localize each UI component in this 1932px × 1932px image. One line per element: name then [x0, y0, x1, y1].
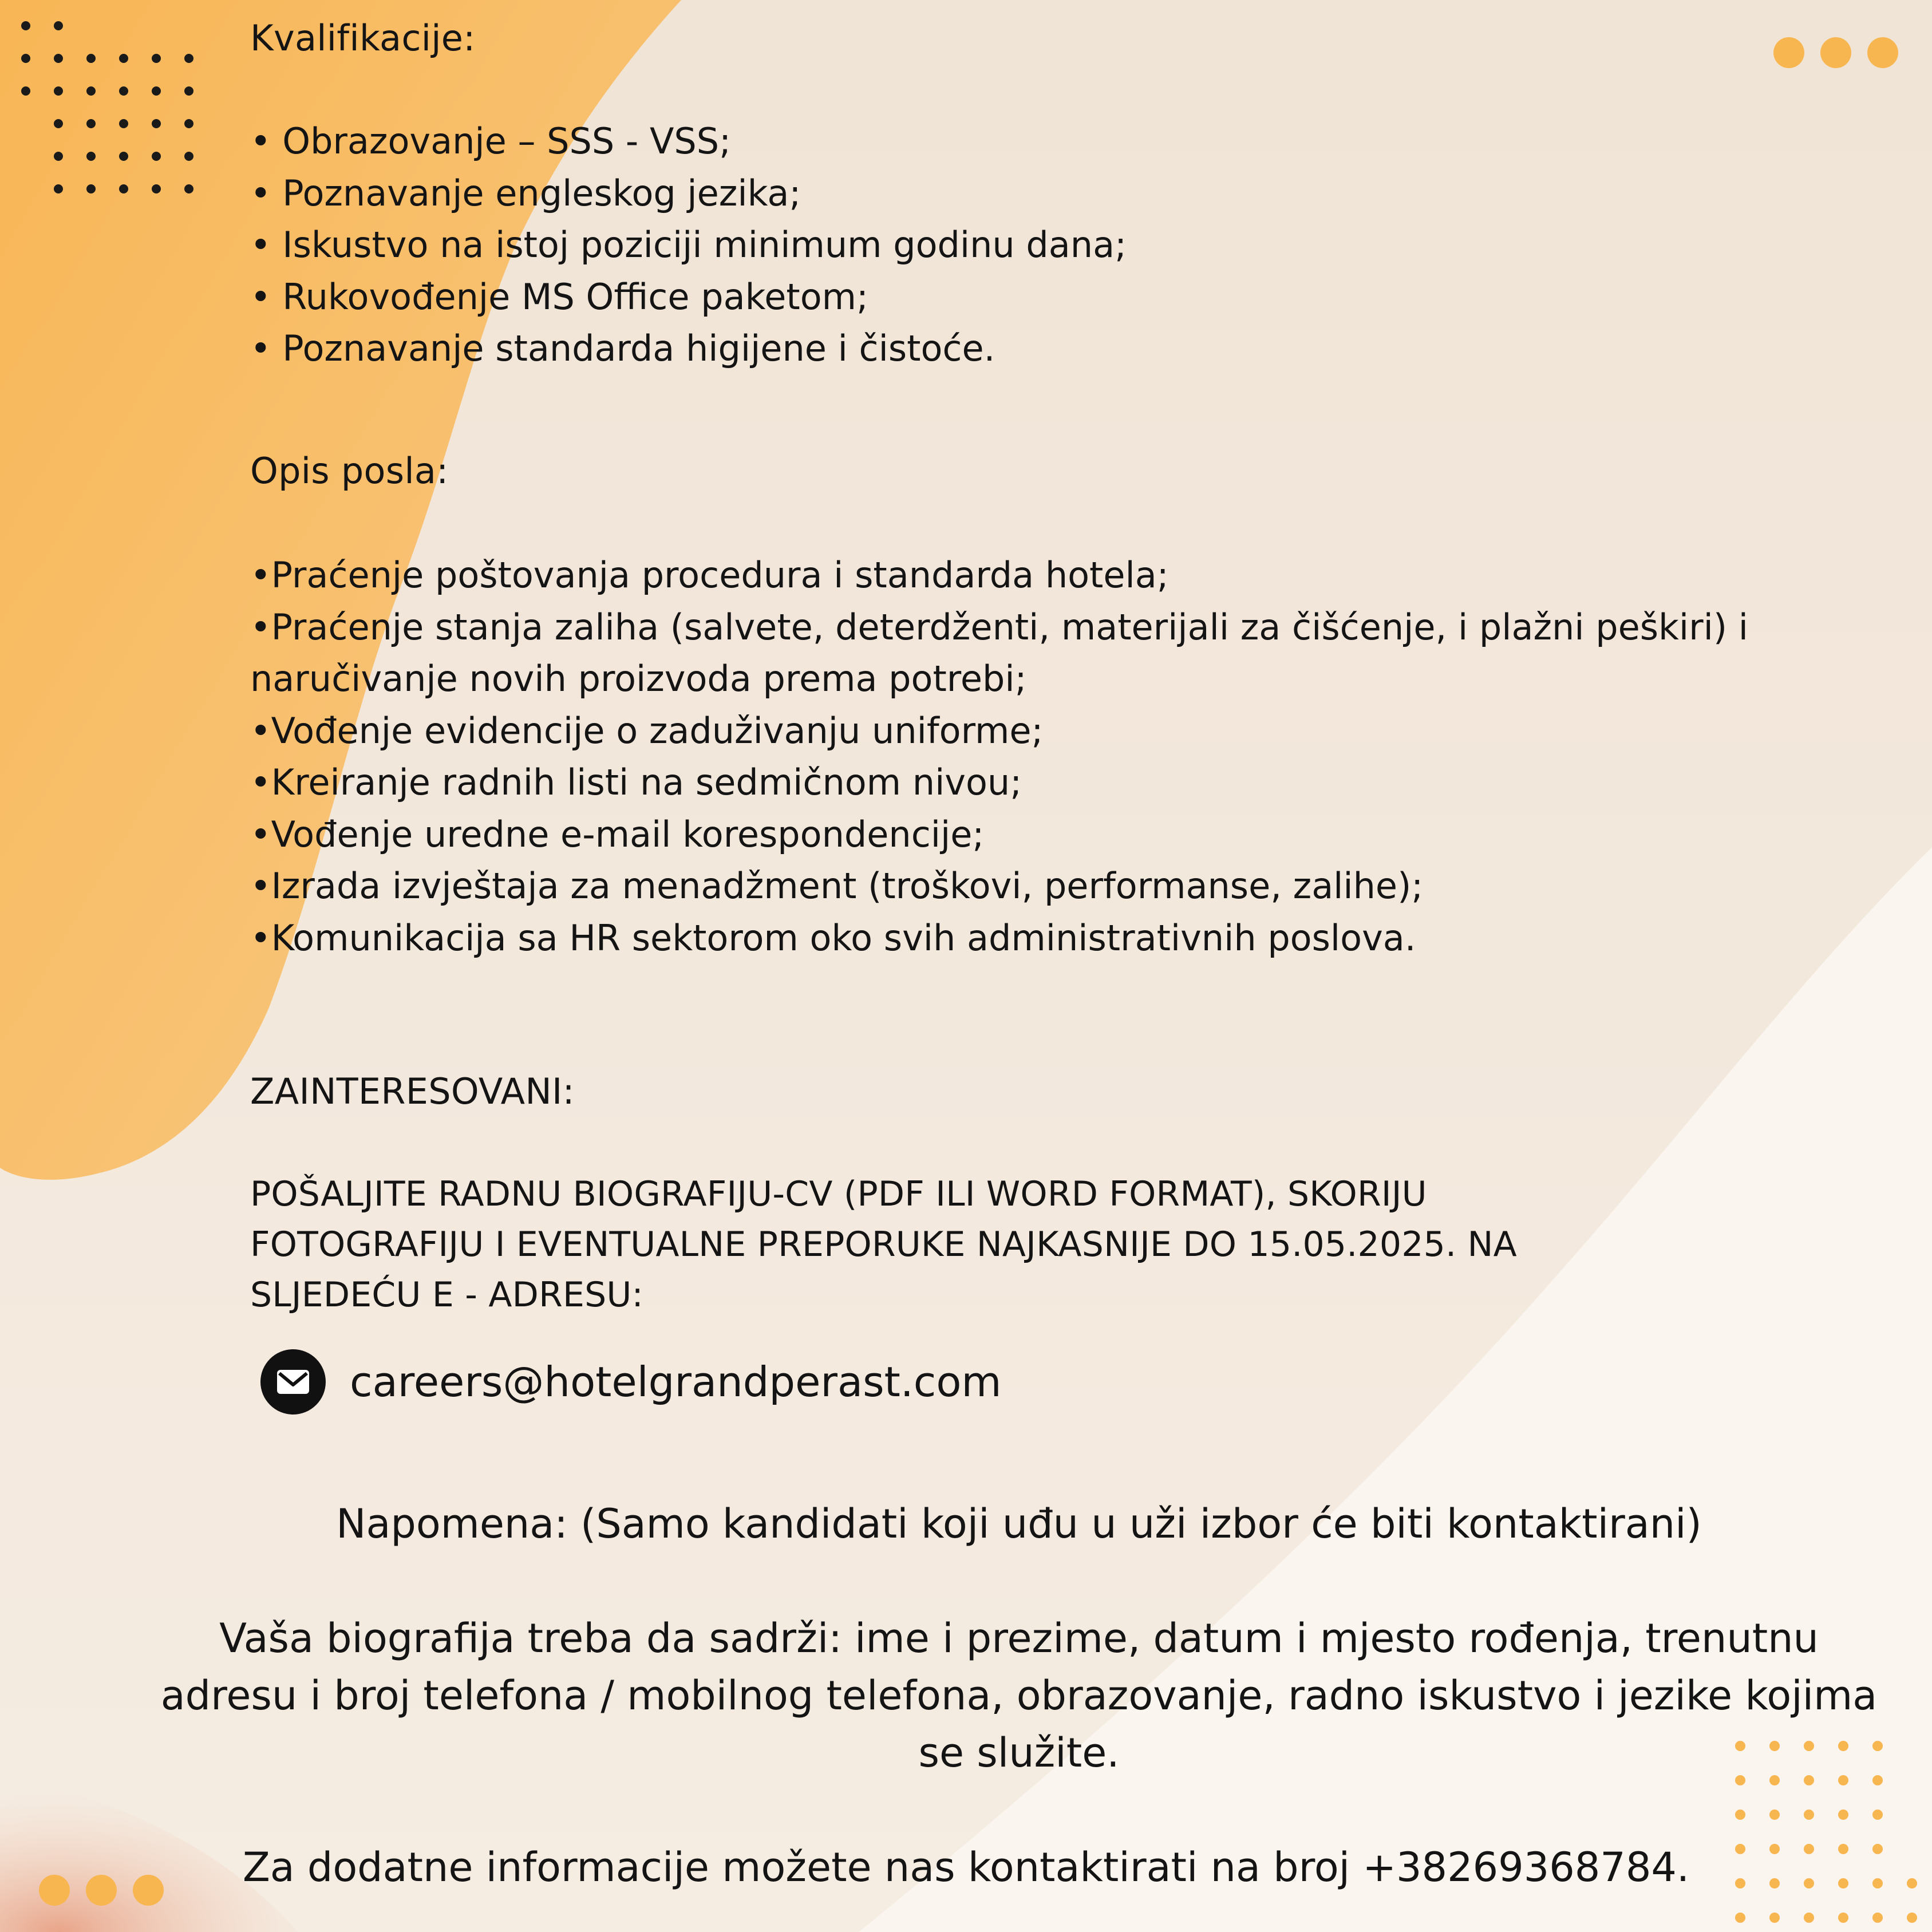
list-item: •Vođenje evidencije o zaduživanju uniforme;	[250, 709, 1044, 752]
dot	[54, 86, 63, 96]
cv-requirements-line: Vaša biografija treba da sadrži: ime i prezime, datum i mjesto rođenja, trenutnu	[219, 1615, 1819, 1662]
list-item: •Praćenje stanja zaliha (salvete, deterdženti, materijali za čišćenje, i plažni peškiri) i naručivanje novih proizvoda prema potrebi;	[250, 606, 1748, 700]
dot	[1804, 1913, 1814, 1923]
dot	[184, 152, 193, 161]
dot	[1838, 1809, 1848, 1820]
instruction-line: SLJEDEĆU E - ADRESU:	[250, 1275, 643, 1315]
dot	[184, 119, 193, 128]
email-contact[interactable]	[260, 1347, 1002, 1417]
dot	[184, 184, 193, 193]
dot	[184, 54, 193, 63]
dot	[152, 54, 161, 63]
job-description-list	[250, 550, 1807, 964]
interested-heading: ZAINTERESOVANI:	[250, 1070, 575, 1112]
dot	[1872, 1809, 1883, 1820]
list-item: •Komunikacija sa HR sektorom oko svih administrativnih poslova.	[250, 916, 1416, 959]
envelope-icon	[260, 1349, 326, 1415]
dot	[54, 184, 63, 193]
cv-requirements	[63, 1610, 1932, 1781]
dot	[1769, 1913, 1780, 1923]
dot	[119, 184, 128, 193]
orange-dots-top-right	[1769, 34, 1906, 74]
dot	[119, 152, 128, 161]
job-description-heading: Opis posla:	[250, 450, 449, 492]
dot	[1907, 1913, 1917, 1923]
cv-requirements-line: se služite.	[918, 1729, 1120, 1776]
dot	[1872, 1913, 1883, 1923]
dot	[152, 86, 161, 96]
dot	[152, 119, 161, 128]
orange-dot	[1820, 37, 1851, 68]
phone-info-text: Za dodatne informacije možete nas kontaktirati na broj +38269368784.	[242, 1844, 1690, 1891]
orange-dot	[1773, 37, 1804, 68]
list-item: •Izrada izvještaja za menadžment (troškovi, performanse, zalihe);	[250, 865, 1424, 907]
dot	[1735, 1809, 1745, 1820]
dot	[152, 152, 161, 161]
list-item: •Vođenje uredne e-mail korespondencije;	[250, 813, 985, 855]
dot-grid-dark	[11, 11, 206, 206]
instruction-line: FOTOGRAFIJU I EVENTUALNE PREPORUKE NAJKASNIJE DO 15.05.2025. NA	[250, 1224, 1517, 1265]
list-item: • Rukovođenje MS Office paketom;	[250, 275, 868, 318]
dot	[86, 86, 96, 96]
dot	[21, 86, 30, 96]
dot	[86, 119, 96, 128]
dot	[21, 54, 30, 63]
selection-note	[103, 1495, 1932, 1552]
dot	[1804, 1809, 1814, 1820]
dot	[86, 184, 96, 193]
email-link[interactable]: careers@hotelgrandperast.com	[350, 1358, 1002, 1406]
phone-info	[0, 1839, 1932, 1896]
dot	[86, 54, 96, 63]
dot	[119, 86, 128, 96]
dot	[21, 21, 30, 30]
cv-requirements-line: adresu i broj telefona / mobilnog telefona, obrazovanje, radno iskustvo i jezike kojima	[160, 1672, 1878, 1719]
dot	[86, 152, 96, 161]
dot	[54, 21, 63, 30]
list-item: •Kreiranje radnih listi na sedmičnom nivou;	[250, 761, 1022, 803]
qualifications-heading: Kvalifikacije:	[250, 17, 476, 59]
dot	[54, 119, 63, 128]
dot	[119, 119, 128, 128]
dot	[1735, 1913, 1745, 1923]
list-item: •Praćenje poštovanja procedura i standarda hotela;	[250, 554, 1169, 596]
list-item: • Poznavanje standarda higijene i čistoće.	[250, 327, 995, 369]
dot	[1769, 1809, 1780, 1820]
dot	[152, 184, 161, 193]
dot	[54, 54, 63, 63]
instruction-line: POŠALJITE RADNU BIOGRAFIJU-CV (PDF ILI WORD FORMAT), SKORIJU	[250, 1174, 1427, 1214]
list-item: • Poznavanje engleskog jezika;	[250, 172, 801, 214]
qualifications-list	[250, 116, 1127, 375]
dot	[119, 54, 128, 63]
list-item: • Obrazovanje – SSS - VSS;	[250, 120, 732, 162]
dot	[184, 86, 193, 96]
application-instructions	[250, 1169, 1517, 1320]
dot	[1838, 1913, 1848, 1923]
dot	[54, 152, 63, 161]
note-text: Napomena: (Samo kandidati koji uđu u uži izbor će biti kontaktirani)	[336, 1500, 1702, 1547]
list-item: • Iskustvo na istoj poziciji minimum godinu dana;	[250, 224, 1127, 266]
orange-dot	[1867, 37, 1898, 68]
